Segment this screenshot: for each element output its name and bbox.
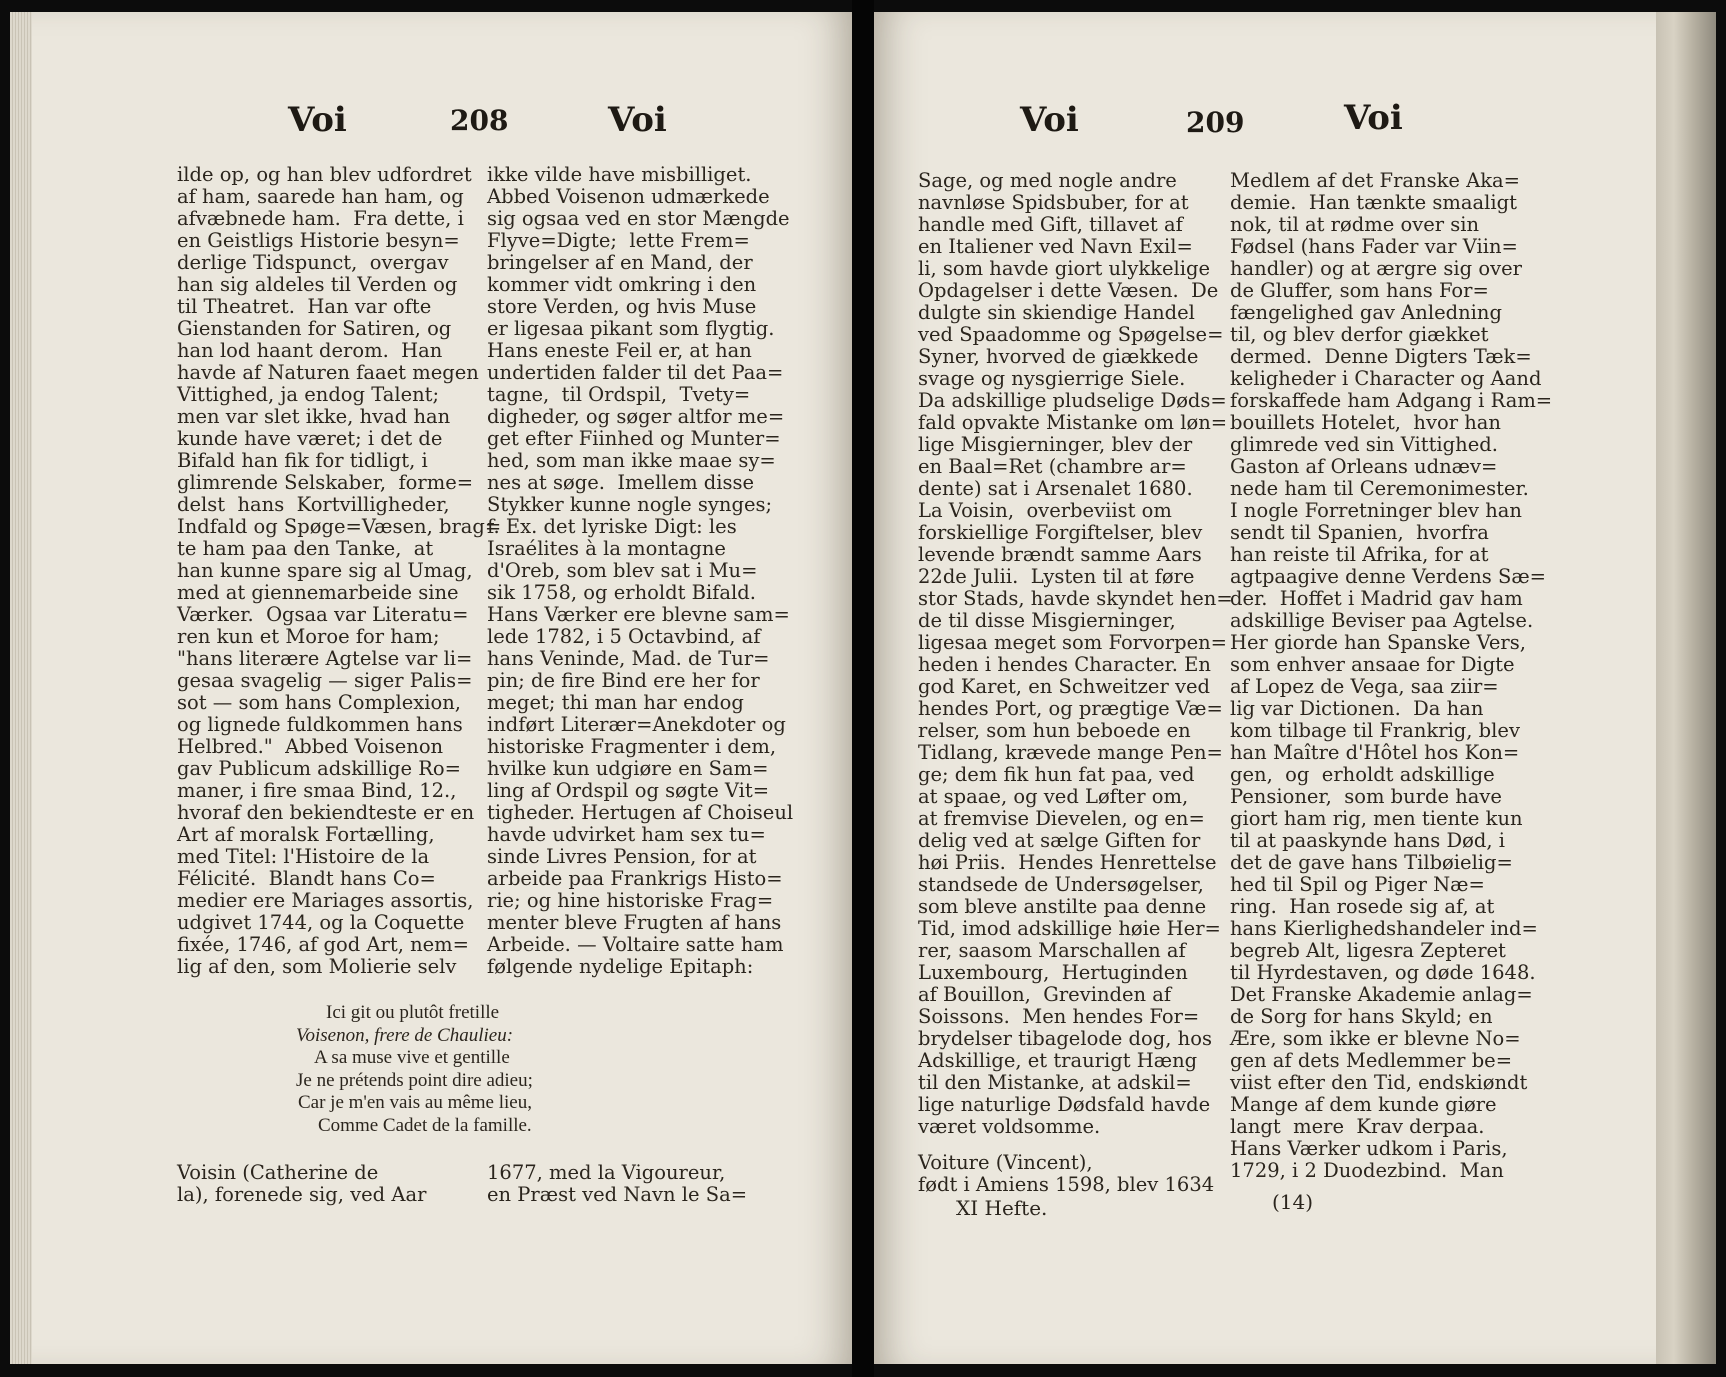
text-line: Luxembourg, Hertuginden <box>918 961 1188 984</box>
text-line: langt mere Krav derpaa. <box>1230 1115 1485 1138</box>
text-line: pin; de fire Bind ere her for <box>487 669 760 692</box>
text-line: arbeide paa Frankrigs Histo= <box>487 867 783 890</box>
text-line: han lod haant derom. Han <box>177 339 443 362</box>
text-line: Voiture (Vincent), <box>918 1151 1093 1174</box>
text-line: bringelser af en Mand, der <box>487 251 753 274</box>
poem-line: Comme Cadet de la famille. <box>318 1114 532 1136</box>
left-page-header <box>288 100 347 140</box>
text-line: lig af den, som Molierie selv <box>177 955 457 978</box>
text-line: en Baal=Ret (chambre ar= <box>918 455 1187 478</box>
text-line: med at giennemarbeide sine <box>177 581 459 604</box>
text-line: Arbeide. — Voltaire satte ham <box>487 933 784 956</box>
text-line: svage og nysgierrige Siele. <box>918 367 1186 390</box>
text-line: brydelser tibagelode dog, hos <box>918 1027 1212 1050</box>
text-line: tigheder. Hertugen af Choiseul <box>487 801 794 824</box>
text-line: Bifald han fik for tidligt, i <box>177 449 428 472</box>
text-line: til Hyrdestaven, og døde 1648. <box>1230 961 1536 984</box>
text-line: af Bouillon, Grevinden af <box>918 983 1172 1006</box>
text-line: heden i hendes Character. En <box>918 653 1211 676</box>
text-line: Syner, hvorved de giækkede <box>918 345 1199 368</box>
text-line: en Italiener ved Navn Exil= <box>918 235 1193 258</box>
text-line: meget; thi man har endog <box>487 691 744 714</box>
text-line: Israélites à la montagne <box>487 537 726 560</box>
text-line: stor Stads, havde skyndet hen= <box>918 587 1233 610</box>
text-line: relser, som hun beboede en <box>918 719 1191 742</box>
text-line: god Karet, en Schweitzer ved <box>918 675 1211 698</box>
text-line: de til disse Misgierninger, <box>918 609 1176 632</box>
text-line: været voldsomme. <box>918 1115 1101 1138</box>
text-line: nes at søge. Imellem disse <box>487 471 755 494</box>
text-line: med Titel: l'Histoire de la <box>177 845 430 868</box>
text-line: født i Amiens 1598, blev 1634 <box>918 1173 1215 1196</box>
text-line: Sage, og med nogle andre <box>918 169 1177 192</box>
text-line: handle med Gift, tillavet af <box>918 213 1183 236</box>
left-page-number-box <box>450 104 508 137</box>
text-line: I nogle Forretninger blev han <box>1230 499 1522 522</box>
text-line: Da adskillige pludselige Døds= <box>918 389 1227 412</box>
text-line: hans Kierlighedshandeler ind= <box>1230 917 1538 940</box>
text-line: ilde op, og han blev udfordret <box>177 163 472 186</box>
text-line: fald opvakte Mistanke om løn= <box>918 411 1228 434</box>
text-line: 1677, med la Vigoureur, <box>487 1161 726 1184</box>
text-line: lede 1782, i 5 Octavbind, af <box>487 625 761 648</box>
text-line: gen, og erholdt adskillige <box>1230 763 1495 786</box>
header-catchword-left: Voi <box>288 100 347 140</box>
text-line: de Gluffer, som hans For= <box>1230 279 1489 302</box>
text-line: Gienstanden for Satiren, og <box>177 317 452 340</box>
text-line: sik 1758, og erholdt Bifald. <box>487 581 756 604</box>
poem-line: A sa muse vive et gentille <box>314 1047 510 1068</box>
text-line: en Præst ved Navn le Sa= <box>487 1183 748 1206</box>
left-column-2 <box>487 163 794 978</box>
text-line: Værker. Ogsaa var Literatu= <box>177 603 469 626</box>
text-line: Gaston af Orleans udnæv= <box>1230 455 1498 478</box>
text-line: Hans eneste Feil er, at han <box>487 339 752 362</box>
text-line: tagne, til Ordspil, Tvety= <box>487 383 751 406</box>
text-line: af Lopez de Vega, saa ziir= <box>1230 675 1499 698</box>
text-line: lig var Dictionen. Da han <box>1230 697 1484 720</box>
text-line: historiske Fragmenter i dem, <box>487 735 777 758</box>
text-line: undertiden falder til det Paa= <box>487 361 784 384</box>
header-catchword-right: Voi <box>608 100 667 140</box>
text-line: La Voisin, overbeviist om <box>918 499 1172 522</box>
text-line: til at paaskynde hans Død, i <box>1230 829 1505 852</box>
text-line: der. Hoffet i Madrid gav ham <box>1230 587 1523 610</box>
voisin-entry-start <box>177 1162 426 1206</box>
text-line: Flyve=Digte; lette Frem= <box>487 229 750 252</box>
right-column-2 <box>1230 170 1552 1182</box>
text-line: afvæbnede ham. Fra dette, i <box>177 207 464 230</box>
text-line: keligheder i Character og Aand <box>1230 367 1542 390</box>
text-line: delig ved at sælge Giften for <box>918 829 1201 852</box>
text-line: og lignede fuldkommen hans <box>177 713 463 736</box>
text-line: 22de Julii. Lysten til at føre <box>918 565 1195 588</box>
text-line: bouillets Hotelet, hvor han <box>1230 411 1501 434</box>
text-line: gesaa svagelig — siger Palis= <box>177 669 473 692</box>
text-line: lige naturlige Dødsfald havde <box>918 1093 1211 1116</box>
right-column-1 <box>918 170 1233 1138</box>
text-line: medier ere Mariages assortis, <box>177 889 474 912</box>
sheet-number: (14) <box>1272 1190 1314 1214</box>
text-line: hendes Port, og prægtige Væ= <box>918 697 1223 720</box>
text-line: ikke vilde have misbilliget. <box>487 163 752 186</box>
right-page <box>874 12 1716 1364</box>
text-line: sot — som hans Complexion, <box>177 691 462 714</box>
text-line: standsede de Undersøgelser, <box>918 873 1204 896</box>
text-line: af ham, saarede han ham, og <box>177 185 464 208</box>
epitaph-poem <box>296 1002 533 1137</box>
text-line: sig ogsaa ved en stor Mængde <box>487 207 790 230</box>
text-line: nede ham til Ceremonimester. <box>1230 477 1529 500</box>
text-line: adskillige Beviser paa Agtelse. <box>1230 609 1534 632</box>
header-catchword-right: Voi <box>1344 98 1403 138</box>
text-line: Félicité. Blandt hans Co= <box>177 867 436 890</box>
text-line: Mange af dem kunde giøre <box>1230 1093 1497 1116</box>
text-line: begreb Alt, ligesra Zepteret <box>1230 939 1506 962</box>
header-catchword-left: Voi <box>1020 100 1079 140</box>
text-line: ren kun et Moroe for ham; <box>177 625 440 648</box>
text-line: som enhver ansaae for Digte <box>1230 653 1515 676</box>
text-line: ved Spaadomme og Spøgelse= <box>918 323 1224 346</box>
poem-line: Je ne prétends point dire adieu; <box>296 1069 533 1091</box>
text-line: "hans literære Agtelse var li= <box>177 647 473 670</box>
text-line: Hans Værker udkom i Paris, <box>1230 1137 1508 1160</box>
text-line: en Geistligs Historie besyn= <box>177 229 460 252</box>
text-line: ge; dem fik hun fat paa, ved <box>918 763 1195 786</box>
text-line: get efter Fiinhed og Munter= <box>487 427 781 450</box>
text-line: Tidlang, krævede mange Pen= <box>918 741 1223 764</box>
page-number: 208 <box>450 104 509 137</box>
text-line: hvoraf den bekiendteste er en <box>177 801 475 824</box>
text-line: hans Veninde, Mad. de Tur= <box>487 647 770 670</box>
poem-line: Car je m'en vais au même lieu, <box>298 1092 532 1113</box>
text-line: Medlem af det Franske Aka= <box>1230 169 1521 192</box>
text-line: gav Publicum adskillige Ro= <box>177 757 461 780</box>
text-line: Abbed Voisenon udmærkede <box>487 185 770 208</box>
text-line: at fremvise Dievelen, og en= <box>918 807 1205 830</box>
text-line: giort ham rig, men tiente kun <box>1230 807 1523 830</box>
text-line: navnløse Spidsbuber, for at <box>918 191 1189 214</box>
text-line: forskiellige Forgiftelser, blev <box>918 521 1203 544</box>
text-line: havde udvirket ham sex tu= <box>487 823 766 846</box>
text-line: han sig aldeles til Verden og <box>177 273 458 296</box>
text-line: Fødsel (hans Fader var Viin= <box>1230 235 1518 258</box>
text-line: hed, som man ikke maae sy= <box>487 449 776 472</box>
text-line: til, og blev derfor giækket <box>1230 323 1489 346</box>
text-line: la), forenede sig, ved Aar <box>177 1183 427 1206</box>
text-line: Voisin (Catherine de <box>177 1161 379 1184</box>
text-line: sinde Livres Pension, for at <box>487 845 757 868</box>
page-number: 209 <box>1186 106 1245 139</box>
text-line: hvilke kun udgiøre en Sam= <box>487 757 769 780</box>
text-line: dente) sat i Arsenalet 1680. <box>918 477 1193 500</box>
text-line: Ære, som ikke er blevne No= <box>1230 1027 1521 1050</box>
book-gutter <box>852 0 874 1377</box>
text-line: delst hans Kortvilligheder, <box>177 493 450 516</box>
text-line: til den Mistanke, at adskil= <box>918 1071 1192 1094</box>
text-line: maner, i fire smaa Bind, 12., <box>177 779 457 802</box>
text-line: glimrende Selskaber, forme= <box>177 471 474 494</box>
text-line: viist efter den Tid, endskiøndt <box>1230 1071 1528 1094</box>
text-line: kunde have været; i det de <box>177 427 443 450</box>
text-line: som bleve anstilte paa denne <box>918 895 1207 918</box>
text-line: kom tilbage til Frankrig, blev <box>1230 719 1520 742</box>
text-line: menter bleve Frugten af hans <box>487 911 782 934</box>
text-line: forskaffede ham Adgang i Ram= <box>1230 389 1553 412</box>
right-page-header <box>1020 100 1079 140</box>
text-line: Soissons. Men hendes For= <box>918 1005 1200 1028</box>
text-line: dulgte sin skiendige Handel <box>918 301 1195 324</box>
text-line: han Maître d'Hôtel hos Kon= <box>1230 741 1520 764</box>
poem-line: Voisenon, frere de Chaulieu: <box>296 1024 514 1046</box>
right-page-header-right <box>1344 98 1403 138</box>
text-line: handler) og at ærgre sig over <box>1230 257 1522 280</box>
text-line: Her giorde han Spanske Vers, <box>1230 631 1526 654</box>
text-line: Det Franske Akademie anlag= <box>1230 983 1533 1006</box>
text-line: han kunne spare sig al Umag, <box>177 559 473 582</box>
text-line: sendt til Spanien, hvorfra <box>1230 521 1489 544</box>
text-line: fixée, 1746, af god Art, nem= <box>177 933 470 956</box>
text-line: levende brændt samme Aars <box>918 543 1202 566</box>
text-line: fængelighed gav Anledning <box>1230 301 1502 324</box>
text-line: kommer vidt omkring i den <box>487 273 757 296</box>
text-line: gen af dets Medlemmer be= <box>1230 1049 1513 1072</box>
text-line: Hans Værker ere blevne sam= <box>487 603 790 626</box>
text-line: d'Oreb, som blev sat i Mu= <box>487 559 758 582</box>
text-line: havde af Naturen faaet megen <box>177 361 479 384</box>
text-line: Opdagelser i dette Væsen. De <box>918 279 1219 302</box>
text-line: dermed. Denne Digters Tæk= <box>1230 345 1532 368</box>
text-line: men var slet ikke, hvad han <box>177 405 451 428</box>
text-line: lige Misgierninger, blev der <box>918 433 1193 456</box>
text-line: at spaae, og ved Løfter om, <box>918 785 1189 808</box>
text-line: glimrede ved sin Vittighed. <box>1230 433 1498 456</box>
text-line: følgende nydelige Epitaph: <box>487 955 754 978</box>
text-line: ling af Ordspil og søgte Vit= <box>487 779 770 802</box>
text-line: Art af moralsk Fortælling, <box>177 823 435 846</box>
right-page-number-box <box>1186 106 1244 139</box>
text-line: Adskillige, et traurigt Hæng <box>918 1049 1198 1072</box>
left-page <box>10 12 852 1364</box>
text-line: nok, til at rødme over sin <box>1230 213 1480 236</box>
text-line: Tid, imod adskillige høie Her= <box>918 917 1221 940</box>
left-column-1 <box>177 163 502 978</box>
text-line: det de gave hans Tilbøielig= <box>1230 851 1513 874</box>
signature-mark: XI Hefte. <box>956 1196 1048 1220</box>
text-line: store Verden, og hvis Muse <box>487 295 757 318</box>
text-line: er ligesaa pikant som flygtig. <box>487 317 775 340</box>
text-line: de Sorg for hans Skyld; en <box>1230 1005 1493 1028</box>
text-line: Helbred." Abbed Voisenon <box>177 735 444 758</box>
text-line: høi Priis. Hendes Henrettelse <box>918 851 1217 874</box>
text-line: rer, saasom Marschallen af <box>918 939 1186 962</box>
text-line: til Theatret. Han var ofte <box>177 295 432 318</box>
text-line: ring. Han rosede sig af, at <box>1230 895 1495 918</box>
text-line: udgivet 1744, og la Coquette <box>177 911 465 934</box>
text-line: indført Literær=Anekdoter og <box>487 713 786 736</box>
text-line: hed til Spil og Piger Næ= <box>1230 873 1485 896</box>
text-line: li, som havde giort ulykkelige <box>918 257 1211 280</box>
text-line: agtpaagive denne Verdens Sæ= <box>1230 565 1546 588</box>
text-line: ligesaa meget som Forvorpen= <box>918 631 1228 654</box>
text-line: 1729, i 2 Duodezbind. Man <box>1230 1159 1504 1182</box>
left-page-header-right <box>608 100 667 140</box>
text-line: han reiste til Afrika, for at <box>1230 543 1489 566</box>
text-line: derlige Tidspunct, overgav <box>177 251 449 274</box>
text-line: Pensioner, som burde have <box>1230 785 1502 808</box>
text-line: rie; og hine historiske Frag= <box>487 889 774 912</box>
text-line: Vittighed, ja endog Talent; <box>177 383 440 406</box>
voisin-entry-continued <box>487 1162 747 1206</box>
text-line: digheder, og søger altfor me= <box>487 405 785 428</box>
text-line: demie. Han tænkte smaaligt <box>1230 191 1517 214</box>
text-line: te ham paa den Tanke, at <box>177 537 434 560</box>
voiture-entry <box>918 1152 1214 1196</box>
text-line: f. Ex. det lyriske Digt: les <box>487 515 737 538</box>
poem-line: Ici git ou plutôt fretille <box>326 1002 500 1023</box>
text-line: Indfald og Spøge=Væsen, brag= <box>177 515 502 538</box>
text-line: Stykker kunne nogle synges; <box>487 493 773 516</box>
